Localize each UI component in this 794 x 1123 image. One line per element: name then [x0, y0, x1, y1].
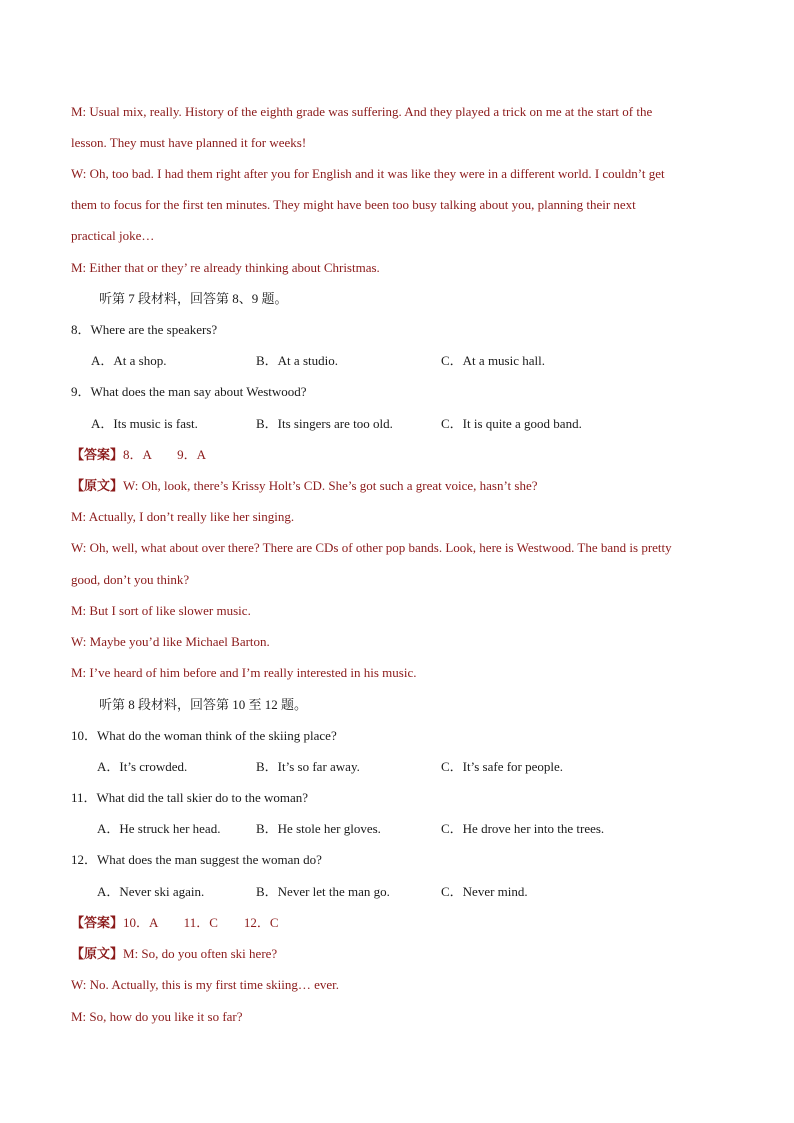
section-instruction: 听第 8 段材料，回答第 10 至 12 题。	[99, 697, 308, 712]
option-a: A．He struck her head.	[97, 821, 221, 836]
script-line: W: No. Actually, this is my first time skiing… ever.	[71, 977, 340, 992]
answer-tag: 【答案】	[71, 915, 124, 930]
option-c: C．Never mind.	[441, 884, 528, 899]
script-line	[71, 478, 754, 494]
script-line: M: But I sort of like slower music.	[71, 603, 251, 618]
script-line: M: So, how do you like it so far?	[71, 1009, 243, 1024]
script-tag: 【原文】	[71, 478, 124, 493]
script-line: W: Oh, too bad. I had them right after you for English and it was like they were in a different world. I couldn’t get	[71, 166, 665, 181]
section-instruction: 听第 7 段材料，回答第 8、9 题。	[99, 291, 288, 306]
script-text: M: So, do you often ski here?	[123, 946, 278, 961]
option-a: A．Its music is fast.	[91, 416, 198, 431]
option-c: C．It is quite a good band.	[441, 416, 582, 431]
script-line: W: Maybe you’d like Michael Barton.	[71, 634, 270, 649]
script-line: good, don’t you think?	[71, 572, 190, 587]
script-tag: 【原文】	[71, 946, 124, 961]
option-c: C．It’s safe for people.	[441, 759, 564, 774]
option-a: A．It’s crowded.	[97, 759, 188, 774]
option-c: C．At a music hall.	[441, 353, 545, 368]
option-a: A．Never ski again.	[97, 884, 205, 899]
answer-text: 10．A 11．C 12．C	[123, 915, 279, 930]
answer-text: 8．A 9．A	[123, 447, 207, 462]
script-line: them to focus for the first ten minutes. They might have been too busy talking about you, planning their next	[71, 197, 636, 212]
question-stem: 11．What did the tall skier do to the woman?	[71, 790, 309, 805]
question-stem: 10．What do the woman think of the skiing place?	[71, 728, 337, 743]
script-line	[71, 946, 754, 962]
answer-tag: 【答案】	[71, 447, 124, 462]
script-line: M: I’ve heard of him before and I’m really interested in his music.	[71, 665, 417, 680]
option-b: B．He stole her gloves.	[256, 821, 381, 836]
script-line: M: Usual mix, really. History of the eighth grade was suffering. And they played a trick on me at the start of the	[71, 104, 653, 119]
script-line: practical joke…	[71, 228, 155, 243]
script-line: M: Either that or they’ re already thinking about Christmas.	[71, 260, 380, 275]
question-stem: 12．What does the man suggest the woman do?	[71, 852, 322, 867]
option-c: C．He drove her into the trees.	[441, 821, 605, 836]
script-line: M: Actually, I don’t really like her singing.	[71, 509, 295, 524]
option-a: A．At a shop.	[91, 353, 167, 368]
option-b: B．At a studio.	[256, 353, 338, 368]
option-b: B．Its singers are too old.	[256, 416, 393, 431]
answer-line	[71, 915, 754, 931]
option-b: B．Never let the man go.	[256, 884, 390, 899]
script-text: W: Oh, look, there’s Krissy Holt’s CD. She’s got such a great voice, hasn’t she?	[123, 478, 538, 493]
option-b: B．It’s so far away.	[256, 759, 360, 774]
question-stem: 9．What does the man say about Westwood?	[71, 384, 307, 399]
question-stem: 8．Where are the speakers?	[71, 322, 218, 337]
script-line: W: Oh, well, what about over there? There are CDs of other pop bands. Look, here is Westwood. The band is pretty	[71, 540, 672, 555]
answer-line	[71, 447, 754, 463]
script-line: lesson. They must have planned it for weeks!	[71, 135, 307, 150]
